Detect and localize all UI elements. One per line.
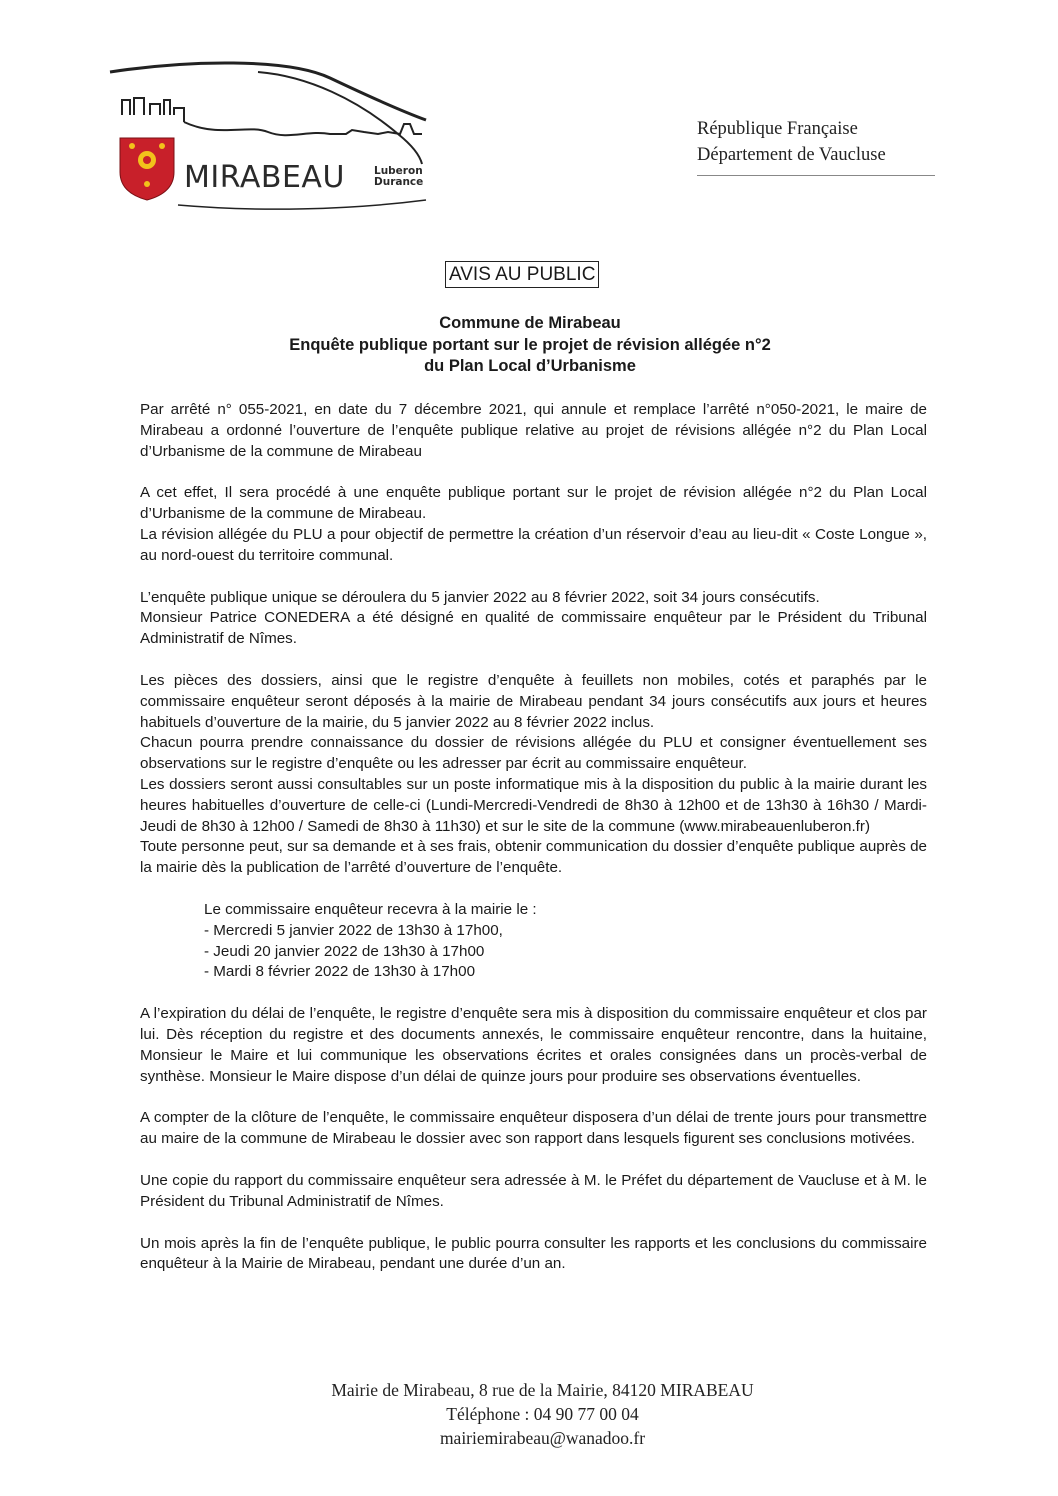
- coat-of-arms-icon: [120, 138, 174, 200]
- notice-label: AVIS AU PUBLIC: [445, 261, 599, 288]
- paragraph-closure: A compter de la clôture de l’enquête, le commissaire enquêteur disposera d’un délai de trente jours pour transmettre au maire de la commune de Mirabeau le dossier avec son rapport dans lesquels figurent ses conclusions motivées.: [140, 1109, 927, 1148]
- paragraph-purpose-a: A cet effet, Il sera procédé à une enquête publique portant sur le projet de révision allégée n°2 du Plan Local d’Urbanisme de la commune de Mirabeau.: [140, 484, 927, 523]
- footer-email: mairiemirabeau@wanadoo.fr: [439, 1428, 646, 1448]
- paragraph-documents-c: Les dossiers seront aussi consultables sur un poste informatique mis à la disposition du public à la mairie durant les heures habituelles d’ouverture de celle-ci (Lundi-Mercredi-Vendredi de 8h30 à 12h00 et de 13h30 à 16h30 / Mardi-Jeudi de 8h30 à 12h00 / Samedi de 8h30 à 11h30) et sur le site de la commune (www.mirabeauenluberon.fr): [140, 775, 927, 835]
- paragraph-documents-d: Toute personne peut, sur sa demande et à ses frais, obtenir communication du dossier d’enquête publique auprès de la mairie dès la publication de l’arrêté d’ouverture de l’enquête.: [140, 838, 927, 877]
- logo-graphic: [108, 60, 438, 220]
- schedule-item: - Mercredi 5 janvier 2022 de 13h30 à 17h00,: [204, 921, 503, 939]
- header-divider: [697, 175, 935, 176]
- document-body: [140, 400, 927, 1296]
- schedule-list: [204, 900, 927, 983]
- logo-subtitle-line1: Luberon: [374, 165, 423, 177]
- paragraph-consultation: Un mois après la fin de l’enquête publique, le public pourra consulter les rapports et les conclusions du commissaire enquêteur à la Mairie de Mirabeau, pendant une durée d’un an.: [140, 1234, 927, 1273]
- department-line: Département de Vaucluse: [697, 145, 886, 165]
- paragraph-expiration: A l’expiration du délai de l’enquête, le registre d’enquête sera mis à disposition du commissaire enquêteur et clos par lui. Dès réception du registre et des documents annexés, le commissaire enquêteur rencontre, dans la huitaine, Monsieur le Maire et lui communique les observations écrites et orales consignées dans un procès-verbal de synthèse. Monsieur le Maire dispose d’un délai de quinze jours pour produire ses observations éventuelles.: [140, 1005, 927, 1085]
- schedule-intro: Le commissaire enquêteur recevra à la mairie le :: [204, 900, 537, 918]
- paragraph-dates-a: L’enquête publique unique se déroulera du 5 janvier 2022 au 8 février 2022, soit 34 jours consécutifs.: [140, 588, 820, 606]
- paragraph-documents: [140, 671, 927, 879]
- paragraph-decree: Par arrêté n° 055-2021, en date du 7 décembre 2021, qui annule et remplace l’arrêté n°050-2021, le maire de Mirabeau a ordonné l’ouverture de l’enquête publique relative au projet de révisions allégée n°2 du Plan Local d’Urbanisme de la commune de Mirabeau: [140, 401, 927, 460]
- footer-phone: Téléphone : 04 90 77 00 04: [446, 1404, 639, 1424]
- schedule-item: - Jeudi 20 janvier 2022 de 13h30 à 17h00: [204, 942, 485, 960]
- paragraph-purpose-b: La révision allégée du PLU a pour objectif de permettre la création d’un réservoir d’eau au lieu-dit « Coste Longue », au nord-ouest du territoire communal.: [140, 525, 927, 564]
- paragraph-documents-a: Les pièces des dossiers, ainsi que le registre d’enquête à feuillets non mobiles, cotés et paraphés par le commissaire enquêteur seront déposés à la mairie de Mirabeau pendant 34 jours consécutifs aux jours et heures habituels d’ouverture de la mairie, du 5 janvier 2022 au 8 février 2022 inclus.: [140, 671, 927, 731]
- paragraph-purpose: [140, 483, 927, 566]
- schedule-item: - Mardi 8 février 2022 de 13h30 à 17h00: [204, 963, 476, 981]
- logo-subtitle: [374, 166, 423, 188]
- logo-subtitle-line2: Durance: [374, 176, 424, 188]
- paragraph-dates-b: Monsieur Patrice CONEDERA a été désigné en qualité de commissaire enquêteur par le Président du Tribunal Administratif de Nîmes.: [140, 609, 927, 648]
- title-line3: du Plan Local d’Urbanisme: [424, 357, 636, 375]
- logo-name: MIRABEAU: [184, 160, 345, 195]
- paragraph-documents-b: Chacun pourra prendre connaissance du dossier de révisions allégée du PLU et consigner éventuellement ses observations sur le registre d’enquête ou les adresser par écrit au commissaire enquêteur.: [140, 734, 927, 773]
- title-line2: Enquête publique portant sur le projet de révision allégée n°2: [289, 335, 771, 354]
- footer-contact: [200, 1378, 885, 1450]
- paragraph-dates: [140, 588, 927, 650]
- republic-header: [697, 116, 937, 168]
- document-title: [140, 313, 920, 378]
- mirabeau-logo: [108, 60, 438, 220]
- title-line1: Commune de Mirabeau: [439, 314, 621, 332]
- republic-line: République Française: [697, 119, 858, 139]
- paragraph-report-copy: Une copie du rapport du commissaire enquêteur sera adressée à M. le Préfet du département de Vaucluse et à M. le Président du Tribunal Administratif de Nîmes.: [140, 1171, 927, 1210]
- footer-address: Mairie de Mirabeau, 8 rue de la Mairie, 84120 MIRABEAU: [331, 1380, 754, 1400]
